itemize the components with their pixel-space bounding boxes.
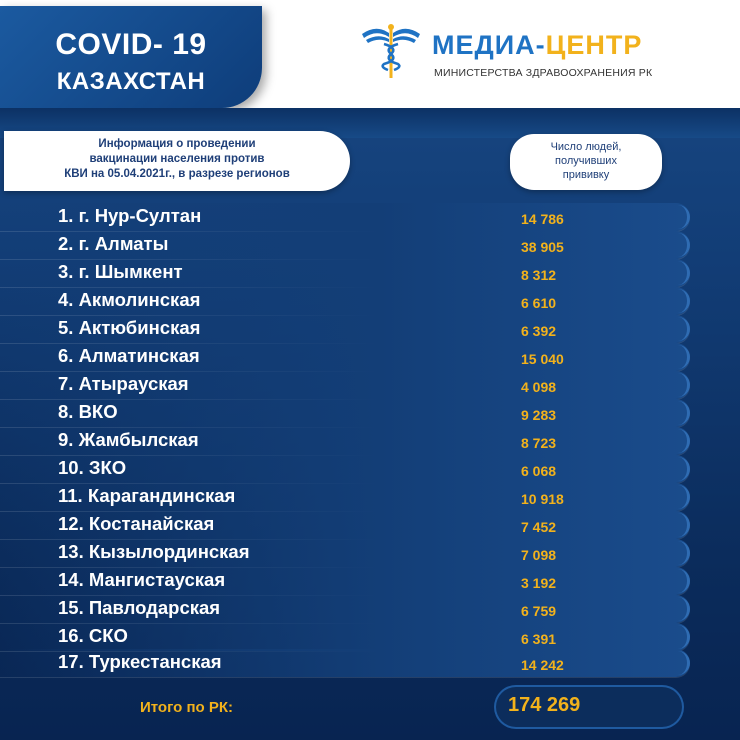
region-value: 15 040 (521, 351, 564, 367)
region-value: 8 723 (521, 435, 557, 451)
total-label: Итого по РК: (140, 699, 234, 716)
region-row (0, 231, 690, 259)
region-name: 5. Актюбинская (58, 317, 201, 338)
caduceus-icon (358, 20, 424, 82)
title-country: КАЗАХСТАН (56, 68, 206, 95)
region-value: 6 068 (521, 463, 557, 479)
region-name: 7. Атырауская (58, 373, 189, 394)
region-value: 6 610 (521, 295, 557, 311)
title-box (0, 6, 262, 108)
region-name: 12. Костанайская (58, 513, 215, 534)
region-value: 8 312 (521, 267, 557, 283)
region-name: 9. Жамбылская (58, 429, 199, 450)
region-row (0, 399, 690, 427)
region-row (0, 343, 690, 371)
info-box (4, 131, 350, 191)
logo-subtitle: МИНИСТЕРСТВА ЗДРАВООХРАНЕНИЯ РК (434, 67, 653, 79)
region-value: 6 391 (521, 631, 557, 647)
count-header-line: прививку (562, 169, 610, 181)
region-name: 15. Павлодарская (58, 597, 221, 618)
region-value: 38 905 (521, 239, 564, 255)
region-name: 16. СКО (58, 625, 128, 646)
region-row (0, 623, 690, 651)
region-row (0, 649, 690, 677)
region-name: 8. ВКО (58, 401, 118, 422)
region-row (0, 455, 690, 483)
region-name: 17. Туркестанская (58, 651, 222, 672)
region-value: 14 786 (521, 211, 564, 227)
region-name: 10. ЗКО (58, 457, 127, 478)
info-line: вакцинации населения против (89, 153, 265, 165)
region-name: 13. Кызылординская (58, 541, 250, 562)
info-line: Информация о проведении (98, 138, 256, 150)
region-row (0, 371, 690, 399)
region-row (0, 511, 690, 539)
region-name: 2. г. Алматы (58, 233, 169, 254)
region-row (0, 287, 690, 315)
region-name: 4. Акмолинская (58, 289, 201, 310)
logo-text-part2: ЦЕНТР (545, 30, 643, 60)
region-name: 1. г. Нур-Султан (58, 205, 202, 226)
region-value: 9 283 (521, 407, 557, 423)
region-row (0, 483, 690, 511)
region-name: 14. Мангистауская (58, 569, 226, 590)
info-line: КВИ на 05.04.2021г., в разрезе регионов (64, 168, 290, 180)
region-row (0, 315, 690, 343)
region-row (0, 203, 690, 231)
region-value: 14 242 (521, 657, 564, 673)
region-value: 6 392 (521, 323, 557, 339)
logo-text-part1: МЕДИА- (432, 30, 546, 60)
region-row (0, 539, 690, 567)
region-value: 10 918 (521, 491, 564, 507)
title-covid: COVID- 19 (55, 28, 207, 61)
region-name: 11. Карагандинская (58, 485, 236, 506)
region-row (0, 567, 690, 595)
logo-text (432, 30, 642, 61)
region-name: 6. Алматинская (58, 345, 200, 366)
region-value: 7 098 (521, 547, 557, 563)
total-value: 174 269 (508, 694, 581, 716)
region-value: 6 759 (521, 603, 557, 619)
region-value: 3 192 (521, 575, 557, 591)
count-header-box (510, 134, 662, 190)
region-value: 4 098 (521, 379, 557, 395)
region-row (0, 595, 690, 623)
region-row (0, 427, 690, 455)
region-name: 3. г. Шымкент (58, 261, 183, 282)
region-row (0, 259, 690, 287)
count-header-line: получивших (555, 155, 617, 167)
count-header-line: Число людей, (550, 141, 622, 153)
region-value: 7 452 (521, 519, 557, 535)
